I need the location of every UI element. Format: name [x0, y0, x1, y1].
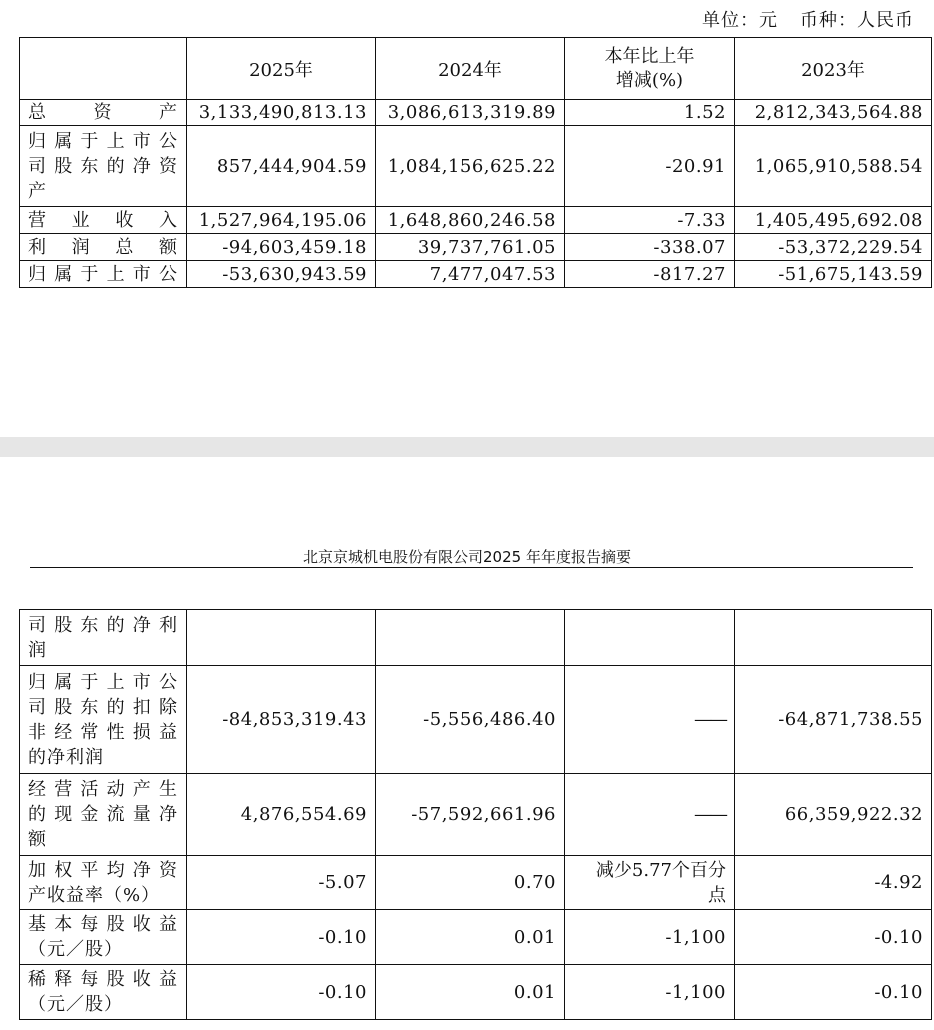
row-label	[20, 666, 187, 774]
financial-table-bottom	[19, 609, 932, 1020]
header-cell-change	[565, 38, 735, 100]
cell-change	[565, 774, 735, 856]
cell-2023: 2,812,343,564.88	[735, 100, 932, 126]
cell-2023: -4.92	[735, 856, 932, 910]
dash-mark: ——	[694, 804, 726, 825]
cell-change: -20.91	[565, 126, 735, 207]
row-label-line: 归属于上市公	[28, 671, 178, 693]
cell-2024: 1,084,156,625.22	[376, 126, 565, 207]
row-label-line: 归属于上市公	[28, 130, 178, 152]
header-cell-label	[20, 38, 187, 100]
table-row	[20, 666, 932, 774]
table-row	[20, 100, 932, 126]
table-row	[20, 261, 932, 288]
row-label: 营业收入	[20, 207, 187, 234]
cell-2023: 1,405,495,692.08	[735, 207, 932, 234]
cell-2024	[376, 610, 565, 666]
table-row	[20, 910, 932, 965]
row-label: 归属于上市公	[20, 261, 187, 288]
cell-change: -1,100	[565, 965, 735, 1020]
header-cell-2024: 2024年	[376, 38, 565, 100]
cell-2025: -0.10	[187, 910, 376, 965]
page-separator	[0, 437, 934, 457]
table-row	[20, 207, 932, 234]
row-label-line: （元／股）	[28, 939, 123, 960]
cell-2024: 7,477,047.53	[376, 261, 565, 288]
cell-2025: 3,133,490,813.13	[187, 100, 376, 126]
currency-label: 币种：人民币	[800, 10, 914, 31]
page-title: 北京京城机电股份有限公司2025 年年度报告摘要	[303, 548, 631, 566]
cell-change: 1.52	[565, 100, 735, 126]
cell-2023: -53,372,229.54	[735, 234, 932, 261]
cell-change: -817.27	[565, 261, 735, 288]
cell-2023: -64,871,738.55	[735, 666, 932, 774]
row-label	[20, 910, 187, 965]
table-row	[20, 610, 932, 666]
table-row	[20, 774, 932, 856]
row-label-line: 司股东的净利	[28, 614, 178, 636]
cell-2025: -5.07	[187, 856, 376, 910]
header-change-line1: 本年比上年	[604, 45, 695, 67]
cell-2025: -0.10	[187, 965, 376, 1020]
unit-note	[702, 6, 914, 32]
cell-2024: 0.01	[376, 965, 565, 1020]
row-label-line: 加权平均净资	[28, 859, 178, 881]
cell-2025: 4,876,554.69	[187, 774, 376, 856]
cell-change	[565, 856, 735, 910]
unit-label: 单位：元	[702, 10, 778, 31]
row-label-line: 司股东的净资	[28, 155, 178, 177]
cell-change	[565, 666, 735, 774]
row-label-line: 司股东的扣除	[28, 696, 178, 718]
table-row	[20, 234, 932, 261]
cell-2024: -57,592,661.96	[376, 774, 565, 856]
row-label-line: 经营活动产生	[28, 779, 178, 800]
cell-2024: 0.70	[376, 856, 565, 910]
cell-2024: 39,737,761.05	[376, 234, 565, 261]
cell-2025: 1,527,964,195.06	[187, 207, 376, 234]
row-label-line: 产	[28, 180, 47, 202]
cell-2025: -94,603,459.18	[187, 234, 376, 261]
row-label: 总资产	[20, 100, 187, 126]
row-label-line: 润	[28, 639, 47, 661]
table-row	[20, 126, 932, 207]
cell-2023: -51,675,143.59	[735, 261, 932, 288]
cell-2023	[735, 610, 932, 666]
title-underline	[30, 567, 913, 568]
row-label: 利润总额	[20, 234, 187, 261]
cell-2024: 3,086,613,319.89	[376, 100, 565, 126]
cell-change-line: 点	[708, 884, 726, 906]
cell-2024: 1,648,860,246.58	[376, 207, 565, 234]
cell-2025	[187, 610, 376, 666]
row-label-line: 的现金流量净	[28, 804, 178, 825]
header-cell-2023: 2023年	[735, 38, 932, 100]
table-row	[20, 856, 932, 910]
row-label-line: 非经常性损益	[28, 721, 178, 743]
cell-change	[565, 610, 735, 666]
cell-2023: 1,065,910,588.54	[735, 126, 932, 207]
table-row	[20, 965, 932, 1020]
row-label	[20, 610, 187, 666]
table-header-row	[20, 38, 932, 100]
header-cell-2025: 2025年	[187, 38, 376, 100]
row-label	[20, 126, 187, 207]
dash-mark: ——	[694, 709, 726, 730]
cell-2023: -0.10	[735, 910, 932, 965]
row-label-line: 的净利润	[28, 746, 104, 768]
cell-2025: 857,444,904.59	[187, 126, 376, 207]
row-label-line: 稀释每股收益	[28, 969, 178, 990]
cell-2024: 0.01	[376, 910, 565, 965]
row-label-line: 额	[28, 829, 47, 850]
cell-2023: 66,359,922.32	[735, 774, 932, 856]
cell-change: -1,100	[565, 910, 735, 965]
cell-2024: -5,556,486.40	[376, 666, 565, 774]
cell-2023: -0.10	[735, 965, 932, 1020]
financial-table-top	[19, 37, 932, 288]
cell-change: -7.33	[565, 207, 735, 234]
row-label	[20, 774, 187, 856]
cell-change: -338.07	[565, 234, 735, 261]
cell-change-line: 减少5.77个百分	[595, 859, 726, 881]
header-change-line2: 增减(%)	[615, 69, 684, 91]
row-label	[20, 965, 187, 1020]
row-label-line: 产收益率（%）	[28, 884, 161, 906]
row-label	[20, 856, 187, 910]
row-label-line: （元／股）	[28, 994, 123, 1015]
cell-2025: -84,853,319.43	[187, 666, 376, 774]
row-label-line: 基本每股收益	[28, 914, 178, 935]
cell-2025: -53,630,943.59	[187, 261, 376, 288]
